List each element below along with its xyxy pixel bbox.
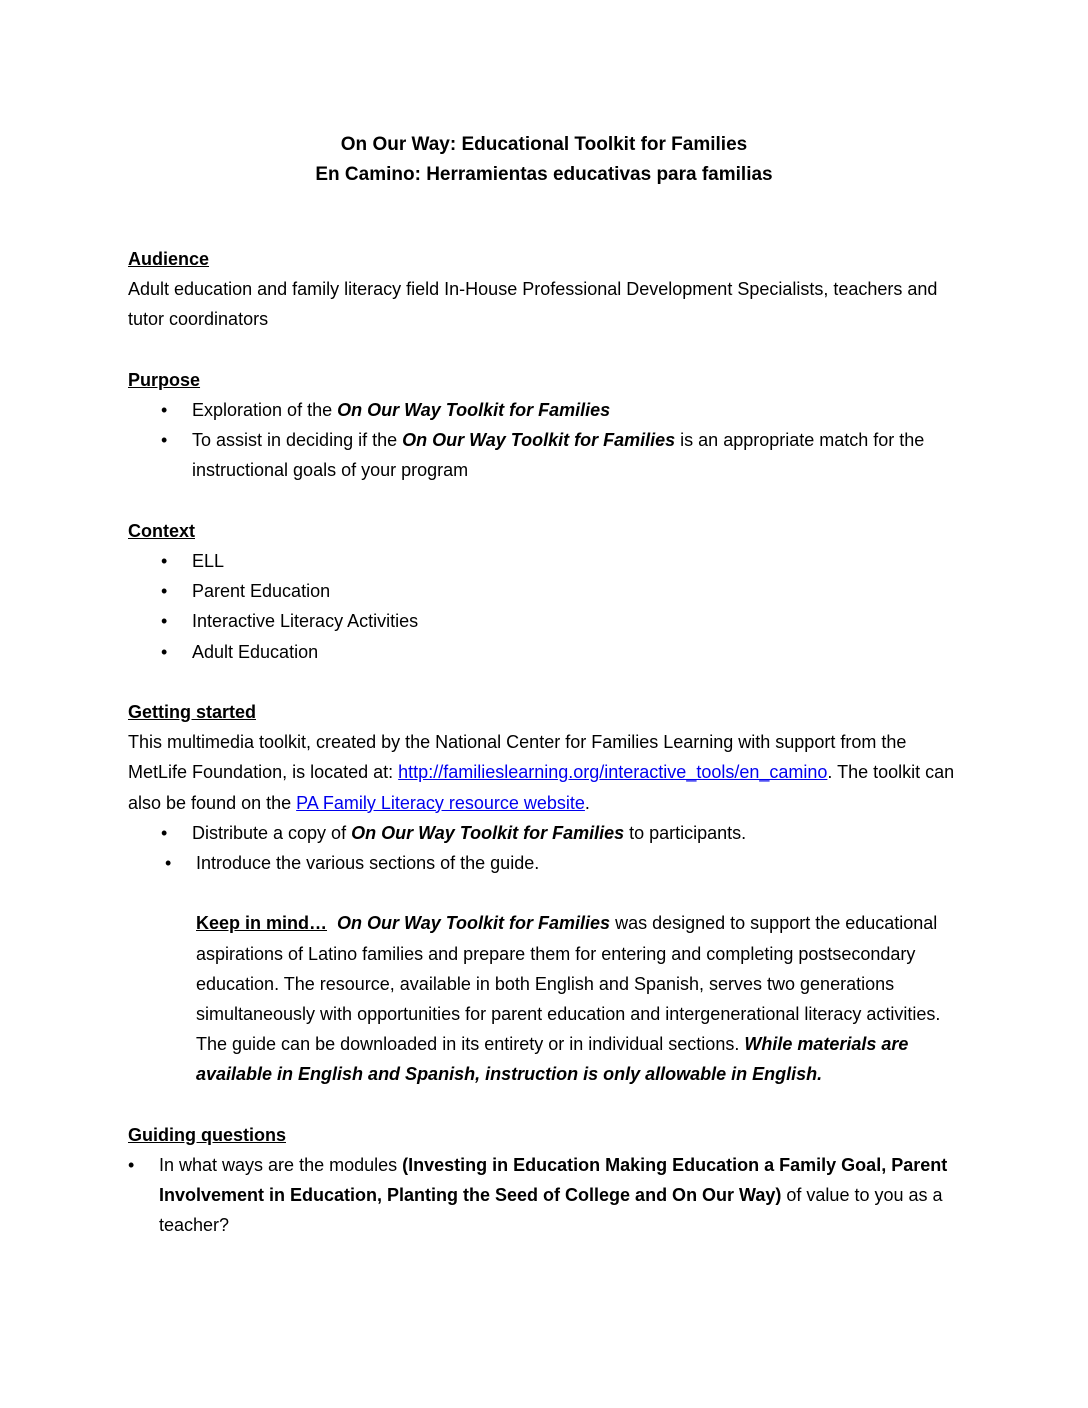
purpose-section xyxy=(128,365,968,486)
guiding-questions-section xyxy=(128,1120,968,1241)
toolkit-url-link[interactable]: http://familieslearning.org/interactive_tools/en_camino xyxy=(398,762,828,783)
question-text: In what ways are the modules xyxy=(159,1155,403,1176)
getting-started-heading: Getting started xyxy=(128,702,257,722)
language-note: While materials are available in English and Spanish, instruction is only allowable in English. xyxy=(196,1034,909,1085)
context-section xyxy=(128,516,968,667)
item-text: Distribute a copy of xyxy=(192,822,352,843)
question-text: of value to you as a teacher? xyxy=(159,1185,943,1236)
purpose-list xyxy=(128,395,968,486)
item-text: to participants. xyxy=(624,822,747,843)
intro-text: . The toolkit can also be found on the xyxy=(128,762,955,813)
toolkit-name: On Our Way Toolkit for Families xyxy=(351,822,625,843)
getting-started-list xyxy=(128,818,968,848)
context-item: • Interactive Literacy Activities xyxy=(128,606,968,636)
module-names: (Investing in Education Making Education a Family Goal, Parent Involvement in Education, Planting the Seed of College and On Our Way) xyxy=(159,1155,948,1206)
keep-in-mind-note xyxy=(128,908,968,1089)
keep-in-mind-label: Keep in mind… xyxy=(196,913,328,934)
toolkit-name: On Our Way Toolkit for Families xyxy=(402,430,676,451)
intro-text: . xyxy=(584,792,590,813)
guiding-questions-heading: Guiding questions xyxy=(128,1124,286,1145)
getting-started-item-distribute xyxy=(128,818,968,848)
purpose-item-text: To assist in deciding if the xyxy=(192,430,403,451)
document-body xyxy=(128,244,968,1241)
toolkit-name: On Our Way Toolkit for Families xyxy=(337,400,611,420)
toolkit-name: On Our Way Toolkit for Families xyxy=(337,913,611,934)
purpose-item-text: Exploration of the xyxy=(192,400,338,420)
guiding-questions-list xyxy=(128,1150,968,1241)
pa-family-literacy-link[interactable]: PA Family Literacy resource website xyxy=(296,792,585,813)
getting-started-list-2 xyxy=(128,848,968,878)
audience-section xyxy=(128,244,968,335)
context-item: • Parent Education xyxy=(128,576,968,606)
audience-text: Adult education and family literacy field In-House Professional Development Specialists, teachers and tutor coordinators xyxy=(128,279,938,330)
intro-text: This multimedia toolkit, created by the National Center for Families Learning with support from the MetLife Foundation, is located at: xyxy=(128,732,907,783)
keep-in-mind-text: was designed to support the educational aspirations of Latino families and prepare them for entering and completing postsecondary education. The resource, available in both English and Spanish, serves two generations simultaneously with opportunities for parent education and intergenerational literacy activities. The guide can be downloaded in its entirety or in individual sections. xyxy=(196,913,941,1055)
document-title-spanish: En Camino: Herramientas educativas para familias xyxy=(315,164,773,185)
getting-started-item-introduce: • Introduce the various sections of the guide. xyxy=(128,848,968,878)
audience-heading: Audience xyxy=(128,249,210,269)
context-heading: Context xyxy=(128,520,195,541)
purpose-item-exploration xyxy=(128,395,968,425)
context-list xyxy=(128,546,968,667)
getting-started-intro xyxy=(128,727,968,818)
purpose-item-text: is an appropriate match for the instructional goals of your program xyxy=(192,430,925,481)
getting-started-section xyxy=(128,697,968,1090)
purpose-item-assist xyxy=(128,425,968,485)
guiding-question xyxy=(128,1150,968,1241)
document-title-english: On Our Way: Educational Toolkit for Families xyxy=(340,134,748,155)
purpose-heading: Purpose xyxy=(128,369,201,390)
context-item: • ELL xyxy=(128,546,968,576)
context-item: • Adult Education xyxy=(128,637,968,667)
